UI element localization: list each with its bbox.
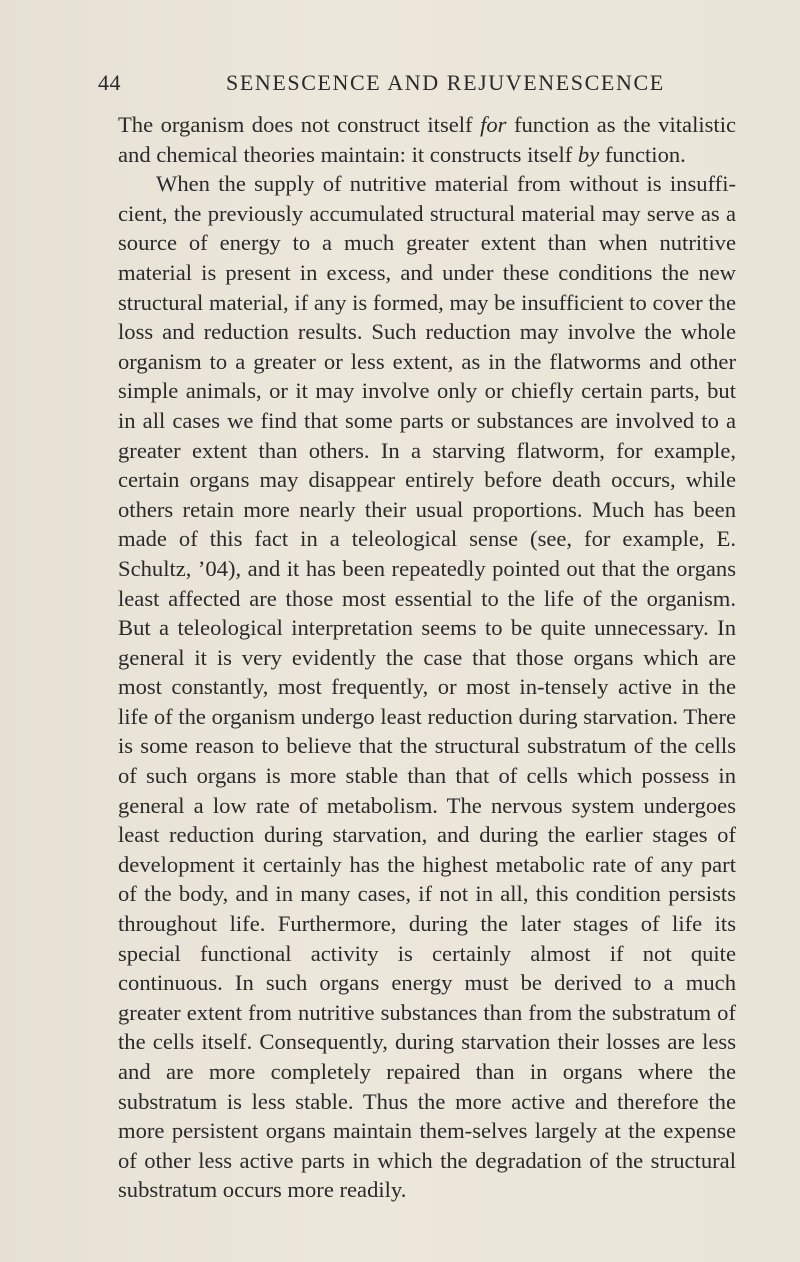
- text-segment: When the supply of nutritive material from without is insuffi-cient, the previously accumulated structural material may serve as a source of energy to a much greater extent than when nutritive material is present in excess, and under these conditions the new structural material, if any is formed, may be insufficient to cover the loss and reduction results. Such reduction may involve the whole organism to a greater or less extent, as in the flatworms and other simple animals, or it may involve only or chiefly certain parts, but in all cases we find that some parts or substances are involved to a greater extent than others. In a starving flatworm, for example, certain organs may disappear entirely before death occurs, while others retain more nearly their usual proportions. Much has been made of this fact in a teleological sense (see, for example, E. Schultz, ’04), and it has been repeatedly pointed out that the organs least affected are those most essential to the life of the organism. But a teleological interpretation seems to be quite unnecessary. In general it is very evidently the case that those organs which are most constantly, most frequently, or most in-tensely active in the life of the organism undergo least reduction during starvation. There is some reason to believe that the structural substratum of the cells of such organs is more stable than that of cells which possess in general a low rate of metabolism. The nervous system undergoes least reduction during starvation, and during the earlier stages of development it certainly has the highest metabolic rate of any part of the body, and in many cases, if not in all, this condition persists throughout life. Furthermore, during the later stages of life its special functional activity is certainly almost if not quite continuous. In such organs energy must be derived to a much greater extent from nutritive substances than from the substratum of the cells itself. Consequently, during starvation their losses are less and are more completely repaired than in organs where the substratum is less stable. Thus the more active and therefore the more persistent organs maintain them-selves largely at the expense of other less active parts in which the degradation of the structural substratum occurs more readily.: [118, 171, 736, 1203]
- text-segment: function.: [599, 141, 686, 167]
- paragraph: [118, 110, 736, 169]
- page-number: 44: [98, 70, 121, 95]
- italic-text-segment: for: [480, 112, 507, 137]
- running-head: SENESCENCE AND REJUVENESCENCE: [226, 70, 665, 95]
- italic-text-segment: by: [577, 141, 600, 167]
- body-text: [118, 110, 736, 1205]
- text-segment: function as the vitalistic and chemical theories maintain: it constructs itself: [118, 112, 736, 167]
- text-segment: The organism does not construct itself: [118, 112, 481, 137]
- page-header: [98, 70, 738, 106]
- paragraph: [118, 169, 736, 1205]
